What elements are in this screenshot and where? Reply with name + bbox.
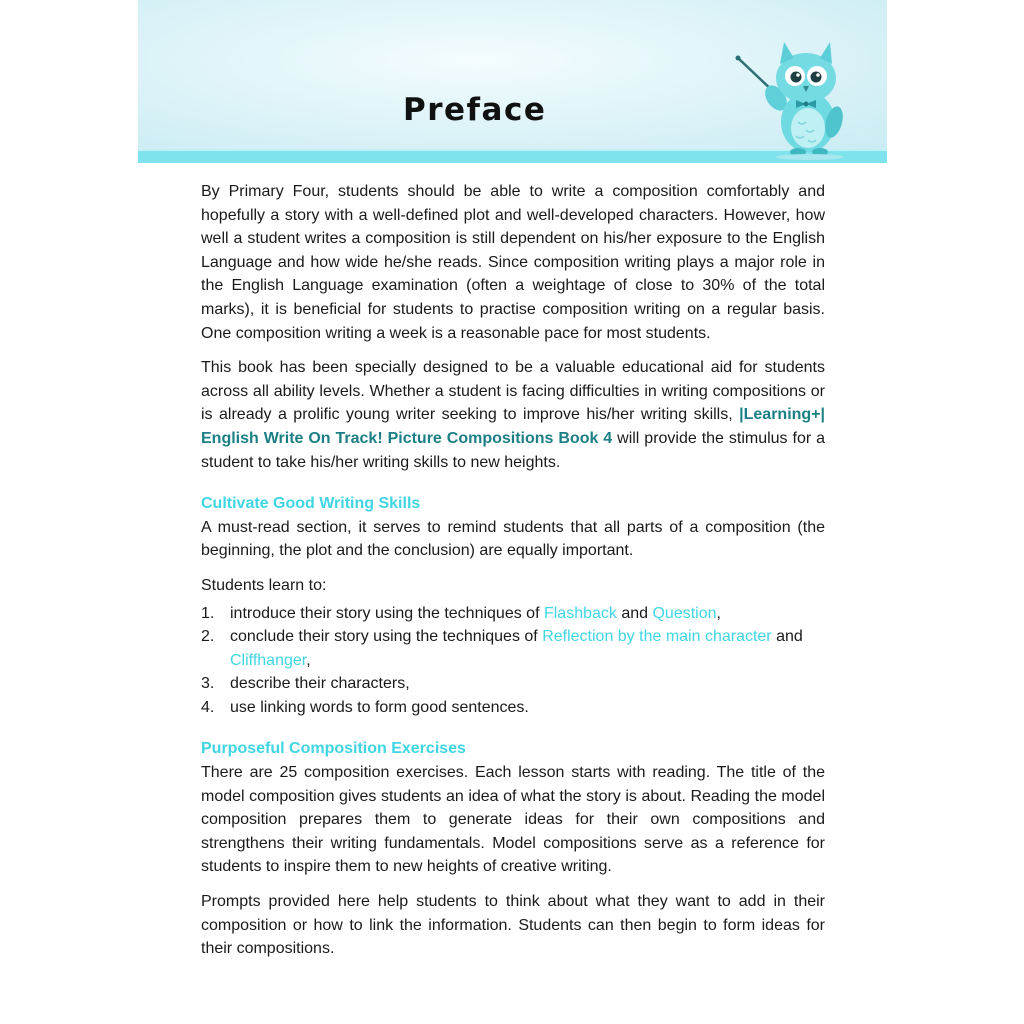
preface-content [201,180,825,972]
exercises-paragraph: There are 25 composition exercises. Each lesson starts with reading. The title of the model composition gives students an idea of what the story is about. Reading the model composition prepares them to generate ideas for their own compositions and strengthens their writing fundamentals. Model compositions serve as a reference for students to inspire them to new heights of creative writing. [201,764,825,876]
list-number: 4. [201,698,215,716]
book-paragraph-text-a: This book has been specially designed to be a valuable educational aid for students across all ability levels. Whether a student is facing difficulties in writing compositions or is already a prolific young writer seeking to improve his/her writing skills, [201,359,825,424]
technique-reflection: Reflection by the main character [542,628,772,646]
list-text: and [771,628,803,646]
intro-paragraph: By Primary Four, students should be able to write a composition comfortably and hopefully a story with a well-defined plot and well-developed characters. However, how well a student writes a composition is still dependent on his/her exposure to the English Language and how wide he/she reads. Since composition writing plays a major role in the English Language examination (often a weightage of close to 30% of the total marks), it is beneficial for students to practise composition writing on a regular basis. One composition writing a week is a reasonable pace for most students. [201,183,825,342]
owl-with-pointer-icon [732,36,872,161]
technique-question: Question [652,604,717,622]
list-item [201,696,825,720]
list-number: 2. [201,628,215,646]
technique-flashback: Flashback [543,604,617,622]
list-text: describe their characters, [230,675,410,693]
list-item [201,625,825,672]
skills-list [201,602,825,720]
list-number: 3. [201,675,215,693]
list-text: , [716,604,721,622]
list-text: and [616,604,653,622]
writing-skills-intro: A must-read section, it serves to remind students that all parts of a composition (the beginning, the plot and the conclusion) are equally important. [201,518,825,560]
section-heading-writing-skills: Cultivate Good Writing Skills [201,495,421,513]
prompts-paragraph: Prompts provided here help students to think about what they want to add in their composition or how to link the information. Students can then begin to form ideas for their compositions. [201,893,825,958]
section-heading-composition-exercises: Purposeful Composition Exercises [201,740,466,758]
list-item [201,602,825,626]
book-paragraph-text-b: will provide the stimulus for a student to take his/her writing skills to new heights. [201,429,825,471]
students-learn-lead: Students learn to: [201,576,327,594]
list-text: introduce their story using the techniques of [230,604,544,622]
book-title: |Learning+| English Write On Track! Picture Compositions Book 4 [201,406,825,447]
technique-cliffhanger: Cliffhanger [230,651,307,669]
list-item [201,672,825,696]
page-title: Preface [403,92,547,128]
book-paragraph [201,356,825,474]
list-number: 1. [201,604,215,622]
list-text: use linking words to form good sentences. [230,698,529,716]
list-text: , [306,651,311,669]
list-text: conclude their story using the techniques of [230,628,543,646]
